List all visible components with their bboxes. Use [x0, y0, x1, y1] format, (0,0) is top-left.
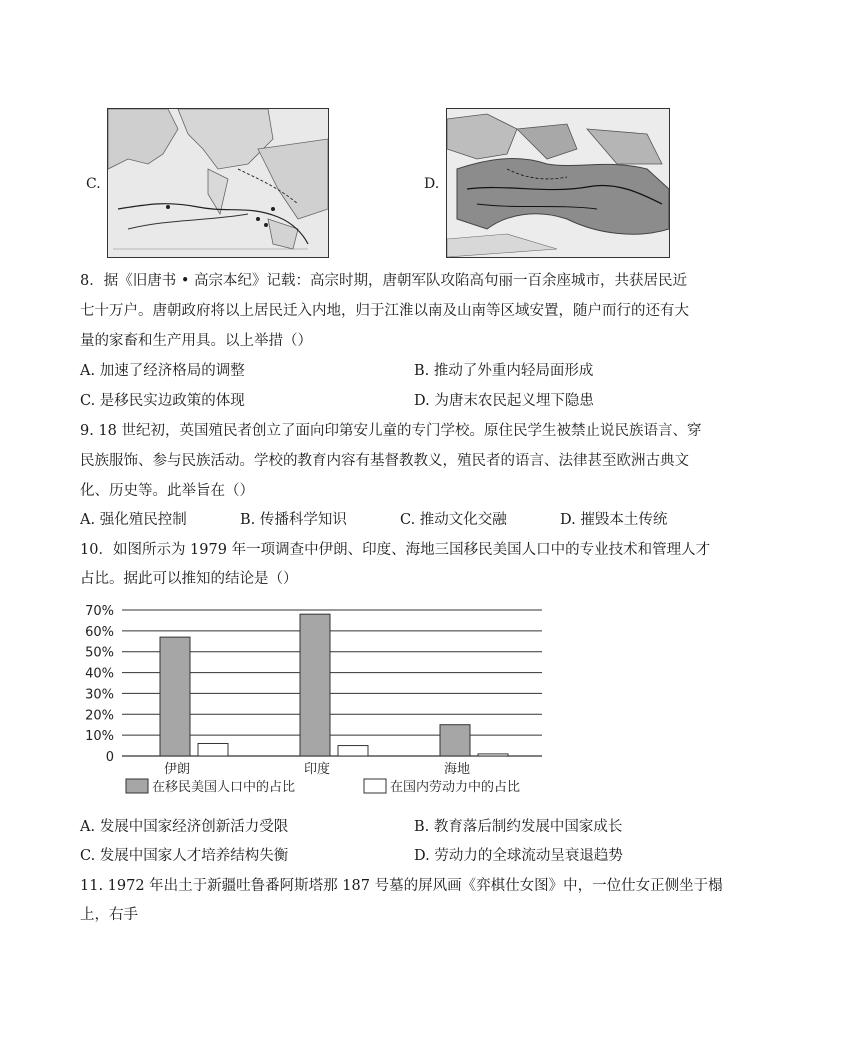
q10-option-a: A. 发展中国家经济创新活力受限 — [80, 819, 289, 835]
y-tick-label: 30% — [85, 687, 114, 703]
q10-option-b: B. 教育落后制约发展中国家成长 — [414, 819, 623, 835]
bar-domestic-share — [338, 746, 368, 756]
legend-label: 在移民美国人口中的占比 — [152, 780, 296, 795]
q8-option-b: B. 推动了外重内轻局面形成 — [414, 363, 594, 379]
bar-domestic-share — [478, 754, 508, 756]
map-d-label: D. — [424, 176, 440, 192]
q9-text-line-2: 民族服饰、参与民族活动。学校的教育内容有基督教教义，殖民者的语言、法律甚至欧洲古典文 — [80, 453, 689, 469]
y-tick-label: 50% — [85, 645, 114, 661]
q8-text-line-1: 8．据《旧唐书 • 高宗本纪》记载：高宗时期，唐朝军队攻陷高句丽一百余座城市，共获居民近 — [80, 273, 687, 289]
y-tick-label: 60% — [85, 624, 114, 640]
q8-option-d: D. 为唐末农民起义埋下隐患 — [414, 393, 594, 409]
q11-text-line-1: 11. 1972 年出土于新疆吐鲁番阿斯塔那 187 号墓的屏风画《弈棋仕女图》中，一位仕女正侧坐于榻 — [80, 878, 723, 894]
q8-text-line-2: 七十万户。唐朝政府将以上居民迁入内地，归于江淮以南及山南等区域安置，随户而行的还有大 — [80, 303, 689, 319]
bar-domestic-share — [198, 743, 228, 756]
q9-option-a: A. 强化殖民控制 — [80, 512, 187, 528]
q10-option-c: C. 发展中国家人才培养结构失衡 — [80, 848, 289, 864]
q8-text-line-3: 量的家畜和生产用具。以上举措（） — [80, 333, 312, 349]
q9-option-c: C. 推动文化交融 — [400, 512, 507, 528]
q10-text-line-2: 占比。据此可以推知的结论是（） — [80, 571, 298, 587]
y-tick-label: 20% — [85, 708, 114, 724]
q9-option-b: B. 传播科学知识 — [240, 512, 347, 528]
q8-option-c: C. 是移民实边政策的体现 — [80, 393, 245, 409]
q11-text-line-2: 上，右手 — [80, 907, 138, 923]
q10-option-d: D. 劳动力的全球流动呈衰退趋势 — [414, 848, 623, 864]
bar-immigrant-share — [300, 614, 330, 756]
map-c-label: C. — [86, 176, 101, 192]
y-tick-label: 70% — [85, 604, 114, 619]
y-tick-label: 40% — [85, 666, 114, 682]
bar-immigrant-share — [160, 637, 190, 756]
q8-option-a: A. 加速了经济格局的调整 — [80, 363, 245, 379]
y-tick-label: 10% — [85, 729, 114, 745]
map-d-image — [446, 108, 670, 258]
map-c-image — [107, 108, 329, 258]
x-category-label: 印度 — [303, 762, 331, 777]
q9-option-d: D. 摧毁本土传统 — [560, 512, 668, 528]
legend-label: 在国内劳动力中的占比 — [390, 780, 521, 795]
x-category-label: 海地 — [443, 762, 471, 777]
legend-swatch — [364, 779, 386, 793]
y-tick-label: 0 — [105, 750, 114, 765]
x-category-label: 伊朗 — [163, 762, 191, 777]
q9-text-line-1: 9. 18 世纪初，英国殖民者创立了面向印第安儿童的专门学校。原住民学生被禁止说民族语言、穿 — [80, 423, 702, 439]
q10-text-line-1: 10．如图所示为 1979 年一项调查中伊朗、印度、海地三国移民美国人口中的专业技术和管理人才 — [80, 542, 711, 558]
q9-text-line-3: 化、历史等。此举旨在（） — [80, 483, 254, 499]
legend-swatch — [126, 779, 148, 793]
bar-immigrant-share — [440, 725, 470, 756]
bar-chart — [80, 598, 560, 810]
